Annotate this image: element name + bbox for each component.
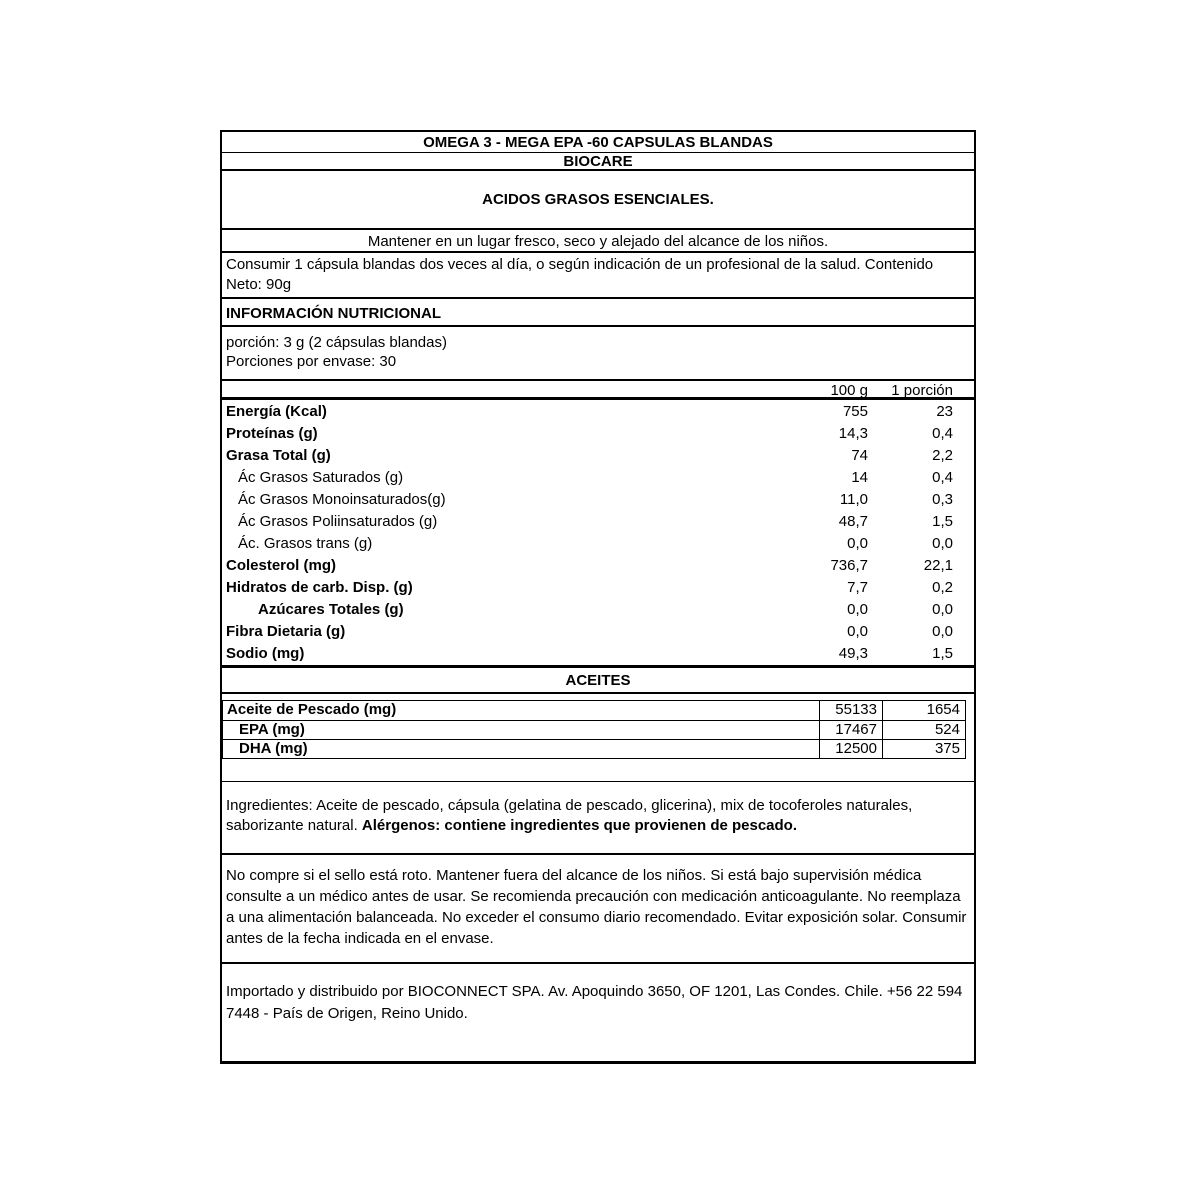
ingredients-paragraph	[222, 781, 974, 855]
nutrient-row	[222, 599, 974, 621]
nutrient-value-100g: 0,0	[847, 535, 868, 552]
nutrient-label: Fibra Dietaria (g)	[226, 623, 346, 640]
nutrient-label: Ác Grasos Poliinsaturados (g)	[238, 513, 438, 530]
oil-row	[223, 739, 965, 758]
nutrient-value-portion: 0,4	[932, 425, 953, 442]
nutrient-label: Energía (Kcal)	[226, 403, 327, 420]
nutrient-label: Hidratos de carb. Disp. (g)	[226, 579, 413, 596]
nutrient-label: Ác Grasos Monoinsaturados(g)	[238, 491, 446, 508]
nutrient-value-100g: 7,7	[847, 579, 868, 596]
serving-info	[222, 327, 974, 381]
nutrient-label: Grasa Total (g)	[226, 447, 331, 464]
nutrient-label: Colesterol (mg)	[226, 557, 337, 574]
column-header-100g: 100 g	[830, 382, 868, 399]
warnings-text: No compre si el sello está roto. Mantener fuera del alcance de los niños. Si está bajo supervisión médica consulte a un médico antes de usar. Se recomienda precaución con medicación anticoagulante. No reemplaza a una alimentación balanceada. No exceder el consumo diario recomendado. Evitar exposición solar. Consumir antes de la fecha indicada en el envase.	[222, 855, 974, 964]
oil-label: Aceite de Pescado (mg)	[227, 701, 397, 718]
nutrient-rows	[222, 400, 974, 668]
nutrient-value-100g: 11,0	[839, 491, 868, 508]
nutrient-label: Proteínas (g)	[226, 425, 318, 442]
columns-header-spacer	[222, 381, 788, 397]
category-row	[222, 171, 974, 230]
nutrient-value-portion: 0,3	[932, 491, 953, 508]
nutrient-row	[222, 489, 974, 511]
nutrient-value-100g: 736,7	[830, 557, 868, 574]
nutrition-info-header-row	[222, 299, 974, 327]
nutrient-value-portion: 2,2	[932, 447, 953, 464]
nutrient-value-portion: 0,0	[932, 535, 953, 552]
nutrient-row	[222, 533, 974, 555]
nutrient-label: Ác Grasos Saturados (g)	[238, 469, 404, 486]
directions-text: Consumir 1 cápsula blandas dos veces al día, o según indicación de un profesional de la salud. Contenido Neto: 90g	[222, 253, 974, 299]
oils-table	[222, 700, 966, 759]
serving-size: porción: 3 g (2 cápsulas blandas)	[226, 334, 447, 351]
oil-value-100g: 17467	[819, 721, 882, 739]
nutrient-value-100g: 0,0	[847, 601, 868, 618]
ingredients-text: Ingredientes: Aceite de pescado, cápsula (gelatina de pescado, glicerina), mix de tocoferoles naturales, saborizante natural.	[226, 797, 913, 834]
nutrient-value-portion: 0,2	[932, 579, 953, 596]
nutrient-row	[222, 577, 974, 599]
post-oils-gap	[222, 759, 974, 781]
nutrient-value-100g: 74	[851, 447, 868, 464]
nutrient-row	[222, 423, 974, 445]
nutrient-row	[222, 401, 974, 423]
nutrition-info-header: INFORMACIÓN NUTRICIONAL	[226, 305, 441, 322]
product-title: OMEGA 3 - MEGA EPA -60 CAPSULAS BLANDAS	[222, 132, 974, 153]
nutrient-row	[222, 467, 974, 489]
nutrient-label: Ác. Grasos trans (g)	[238, 535, 373, 552]
nutrient-value-100g: 755	[842, 403, 868, 420]
storage-note: Mantener en un lugar fresco, seco y alejado del alcance de los niños.	[222, 230, 974, 253]
nutrient-value-portion: 1,5	[932, 645, 953, 662]
nutrient-row	[222, 621, 974, 643]
nutrient-value-100g: 0,0	[847, 623, 868, 640]
oil-row	[223, 701, 965, 720]
nutrient-value-portion: 22,1	[923, 557, 953, 574]
allergens-text: Alérgenos: contiene ingredientes que provienen de pescado.	[361, 817, 798, 834]
oil-value-portion: 375	[882, 740, 965, 758]
category-title: ACIDOS GRASOS ESENCIALES.	[482, 191, 714, 208]
nutrient-label: Azúcares Totales (g)	[258, 601, 404, 618]
oil-value-portion: 524	[882, 721, 965, 739]
nutrient-row	[222, 555, 974, 577]
nutrient-row	[222, 643, 974, 665]
nutrient-label: Sodio (mg)	[226, 645, 305, 662]
oil-label: EPA (mg)	[239, 721, 305, 738]
columns-header-row	[222, 381, 974, 400]
oil-value-100g: 12500	[819, 740, 882, 758]
nutrient-value-100g: 14	[851, 469, 868, 486]
column-header-portion: 1 porción	[891, 382, 953, 399]
nutrient-value-100g: 48,7	[838, 513, 868, 530]
nutrition-label	[220, 130, 976, 1064]
oils-section-header: ACEITES	[222, 668, 974, 694]
nutrient-row	[222, 511, 974, 533]
nutrient-value-portion: 1,5	[932, 513, 953, 530]
nutrient-value-100g: 14,3	[838, 425, 868, 442]
nutrient-value-portion: 23	[936, 403, 953, 420]
distributor-text: Importado y distribuido por BIOCONNECT SPA. Av. Apoquindo 3650, OF 1201, Las Condes. Chile. +56 22 594 7448 - País de Origen, Reino Unido.	[226, 983, 963, 1022]
nutrient-value-portion: 0,0	[932, 623, 953, 640]
nutrient-value-portion: 0,4	[932, 469, 953, 486]
brand-name: BIOCARE	[222, 153, 974, 171]
nutrient-row	[222, 445, 974, 467]
nutrient-value-100g: 49,3	[838, 645, 868, 662]
oil-value-portion: 1654	[882, 701, 965, 720]
oil-label: DHA (mg)	[239, 740, 308, 757]
oil-value-100g: 55133	[819, 701, 882, 720]
servings-per-container: Porciones por envase: 30	[226, 353, 397, 370]
nutrient-value-portion: 0,0	[932, 601, 953, 618]
oil-row	[223, 720, 965, 739]
